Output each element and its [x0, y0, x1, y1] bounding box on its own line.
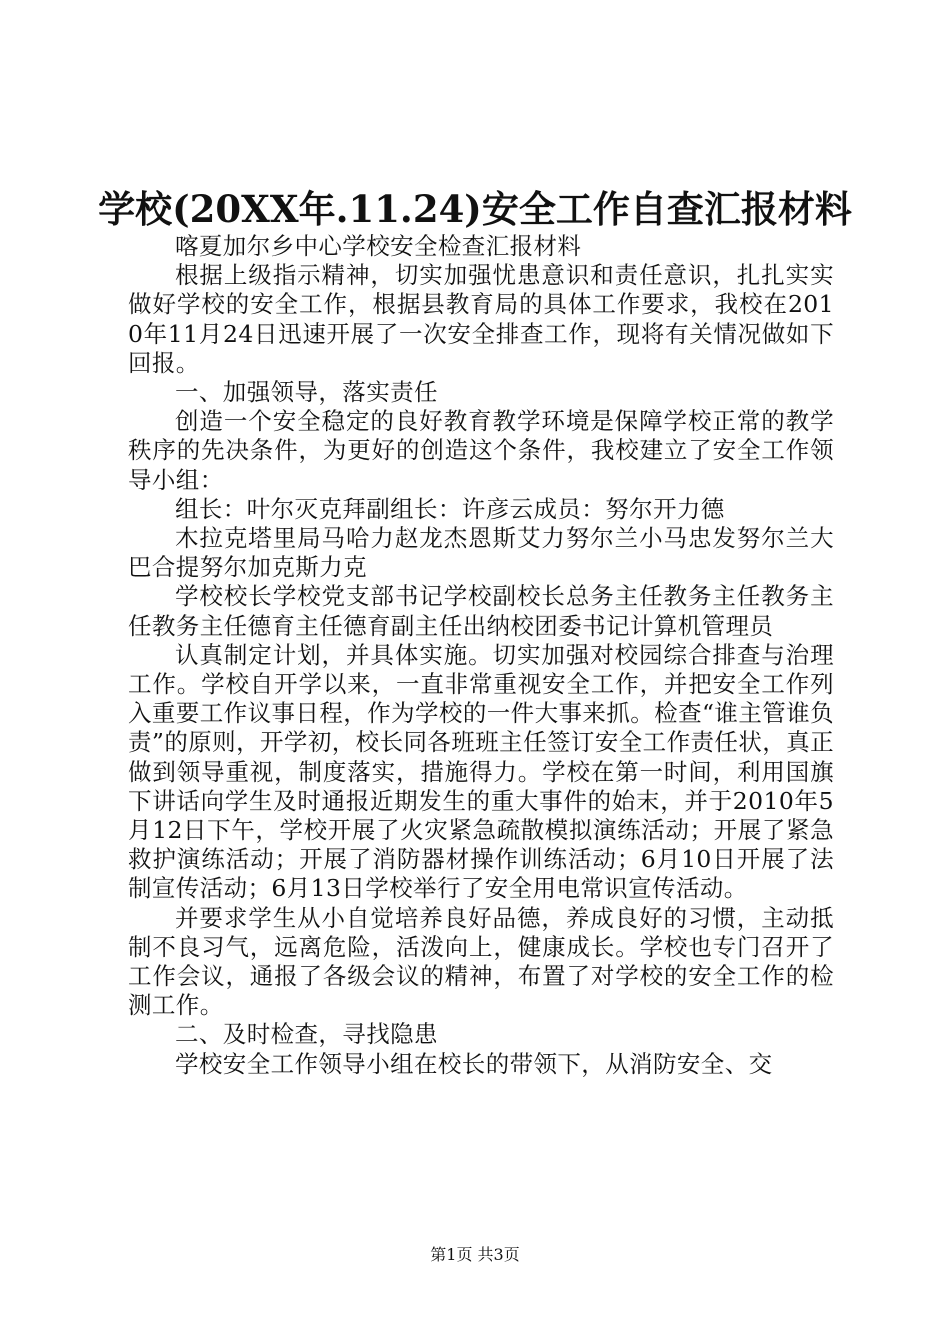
- paragraph-subtitle: 喀夏加尔乡中心学校安全检查汇报材料: [175, 232, 582, 260]
- section-heading-1: 一、加强领导，落实责任: [175, 378, 438, 407]
- paragraph-leaders: 组长：叶尔灭克拜副组长：许彦云成员：努尔开力德: [175, 494, 725, 523]
- paragraph-members: 木拉克塔里局马哈力赵龙杰恩斯艾力努尔兰小马忠发努尔兰大巴合提努尔加克斯力克: [128, 524, 834, 582]
- paragraph-plan: 认真制定计划，并具体实施。切实加强对校园综合排查与治理工作。学校自开学以来，一直非常重视安全工作，并把安全工作列入重要工作议事日程，作为学校的一件大事来抓。检查“谁主管谁负责”的原则，开学初，校长同各班班主任签订安全工作责任状，真正做到领导重视，制度落实，措施得力。学校在第一时间，利用国旗下讲话向学生及时通报近期发生的重大事件的始末，并于2010年5月12日下午，学校开展了火灾紧急疏散模拟演练活动；开展了紧急救护演练活动；开展了消防器材操作训练活动；6月10日开展了法制宣传活动；6月13日学校举行了安全用电常识宣传活动。: [128, 640, 834, 903]
- paragraph-positions: 学校校长学校党支部书记学校副校长总务主任教务主任教务主任教务主任德育主任德育副主任出纳校团委书记计算机管理员: [128, 582, 834, 640]
- paragraph-students: 并要求学生从小自觉培养良好品德，养成良好的习惯，主动抵制不良习气，远离危险，活泼向上，健康成长。学校也专门召开了工作会议，通报了各级会议的精神，布置了对学校的安全工作的检测工作。: [128, 903, 834, 1020]
- section-heading-2: 二、及时检查，寻找隐患: [175, 1020, 438, 1049]
- paragraph-leadership: 创造一个安全稳定的良好教育教学环境是保障学校正常的教学秩序的先决条件，为更好的创造这个条件，我校建立了安全工作领导小组：: [128, 407, 834, 494]
- paragraph-intro: 根据上级指示精神，切实加强忧患意识和责任意识，扎扎实实做好学校的安全工作，根据县教育局的具体工作要求，我校在2010年11月24日迅速开展了一次安全排查工作，现将有关情况做如下回报。: [128, 261, 834, 377]
- page-footer: 第1页 共3页: [430, 1245, 520, 1264]
- document-body: [128, 232, 834, 1079]
- paragraph-inspection: 学校安全工作领导小组在校长的带领下，从消防安全、交: [175, 1049, 773, 1078]
- document-title: 学校(20XX年.11.24)安全工作自查汇报材料: [98, 187, 852, 231]
